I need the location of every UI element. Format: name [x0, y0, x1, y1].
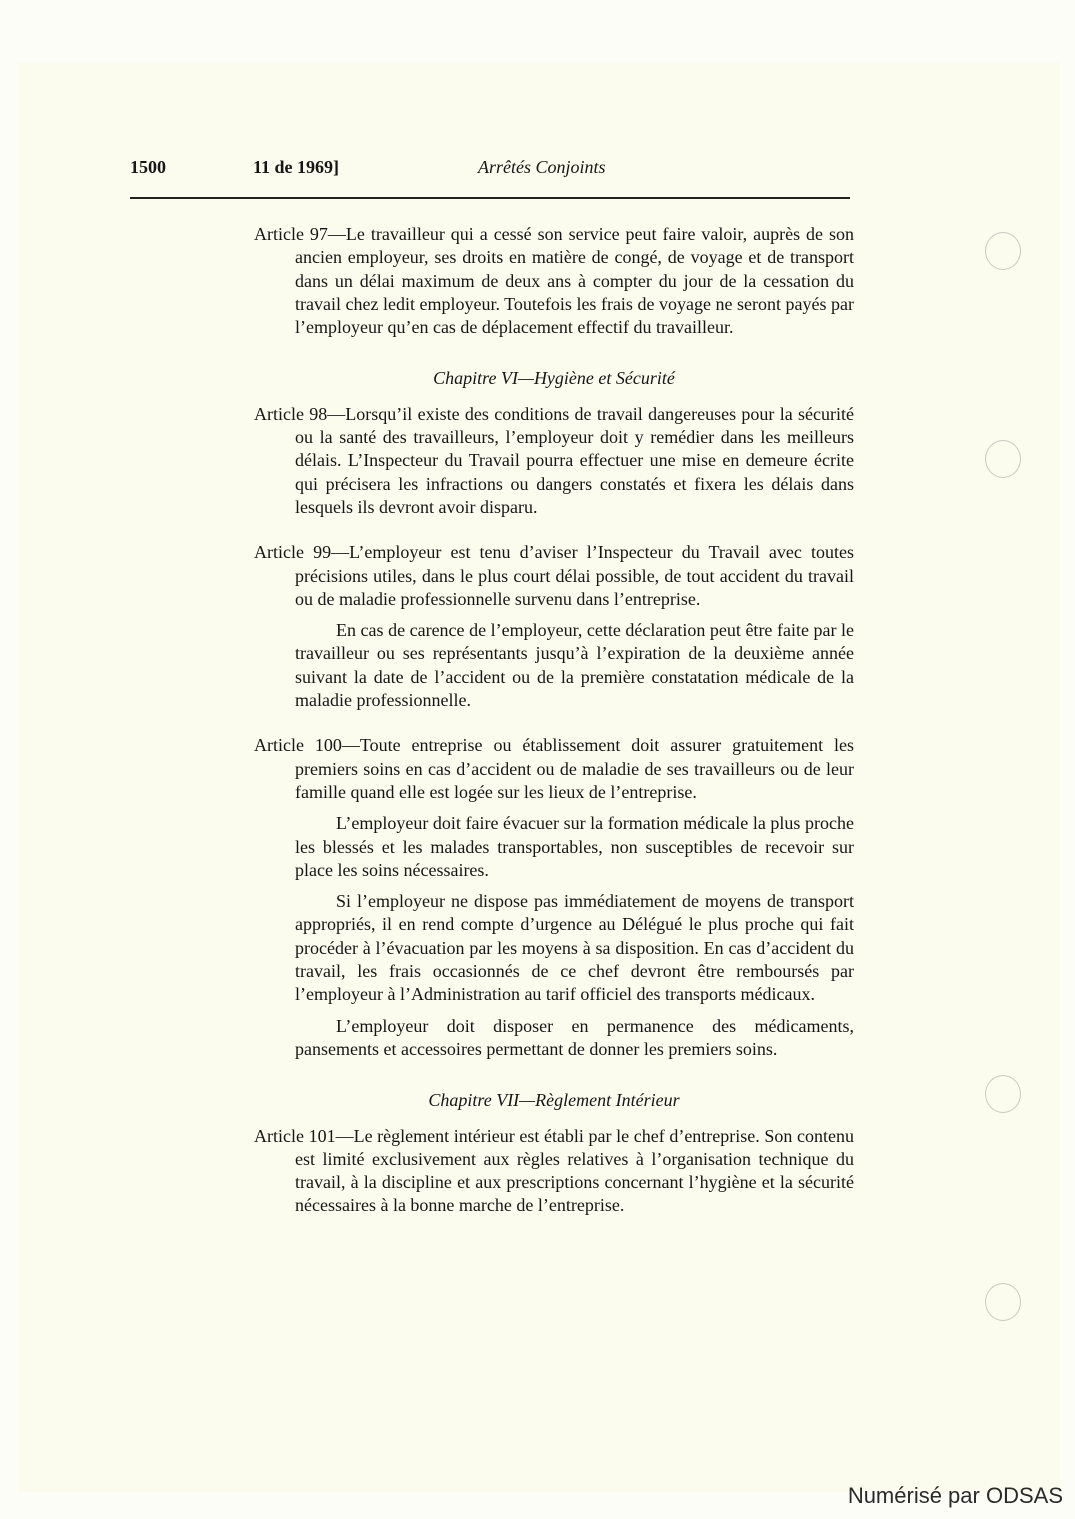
punch-hole	[985, 1075, 1021, 1113]
page-number: 1500	[130, 157, 166, 177]
punch-hole	[985, 232, 1021, 270]
punch-hole	[985, 440, 1021, 478]
article-99-paragraph: En cas de carence de l’employeur, cette déclaration peut être faite par le travailleur ou ses représentants jusqu’à l’expiration de la deuxième année suivant la date de l’accident ou de la première constatation médicale de la maladie professionnelle.	[295, 620, 854, 711]
article-99: Article 99—L’employeur est tenu d’aviser l’Inspecteur du Travail avec toutes précisions utiles, dans le plus court délai possible, de tout accident du travail ou de maladie professionnelle survenu dans l’entreprise.	[254, 542, 854, 609]
chapter-heading: Chapitre VI—Hygiène et Sécurité	[433, 368, 675, 389]
article-100-paragraph: L’employeur doit faire évacuer sur la formation médicale la plus proche les blessés et les malades transportables, non susceptibles de recevoir sur place les soins nécessaires.	[295, 813, 854, 880]
article-100-paragraph: L’employeur doit disposer en permanence des médicaments, pansements et accessoires permettant de donner les premiers soins.	[295, 1015, 854, 1059]
header-date: 11 de 1969]	[253, 157, 340, 177]
digitization-stamp: Numérisé par ODSAS	[847, 1483, 1063, 1508]
article-97: Article 97—Le travailleur qui a cessé son service peut faire valoir, auprès de son ancien employeur, ses droits en matière de congé, de voyage et de transport dans un délai maximum de deux ans à compter du jour de la cessation du travail chez ledit employeur. Toutefois les frais de voyage ne seront payés par l’employeur qu’en cas de déplacement effectif du travailleur.	[254, 224, 854, 338]
header-rule	[130, 197, 850, 199]
article-100: Article 100—Toute entreprise ou établissement doit assurer gratuitement les premiers soins en cas d’accident ou de maladie de ses travailleurs ou de leur famille quand elle est logée sur les lieux de l’entreprise.	[254, 735, 854, 802]
header-title: Arrêtés Conjoints	[478, 157, 606, 177]
document-body	[254, 223, 854, 1240]
article-100-paragraph: Si l’employeur ne dispose pas immédiatement de moyens de transport appropriés, il en rend compte d’urgence au Délégué le plus proche qui fait procéder à l’évacuation par les moyens à sa disposition. En cas d’accident du travail, les frais occasionnés de ce chef devront être remboursés par l’employeur à l’Administration au tarif officiel des transports médicaux.	[295, 891, 854, 1005]
article-98: Article 98—Lorsqu’il existe des conditions de travail dangereuses pour la sécurité ou la santé des travailleurs, l’employeur doit y remédier dans les meilleurs délais. L’Inspecteur du Travail pourra effectuer une mise en demeure écrite qui précisera les infractions ou dangers constatés et fixera les délais dans lesquels ils devront avoir disparu.	[254, 403, 854, 517]
punch-hole	[985, 1283, 1021, 1321]
chapter-heading: Chapitre VII—Règlement Intérieur	[428, 1090, 680, 1111]
article-101: Article 101—Le règlement intérieur est établi par le chef d’entreprise. Son contenu est limité exclusivement aux règles relatives à l’organisation technique du travail, à la discipline et aux prescriptions concernant l’hygiène et la sécurité nécessaires à la bonne marche de l’entreprise.	[254, 1125, 854, 1216]
